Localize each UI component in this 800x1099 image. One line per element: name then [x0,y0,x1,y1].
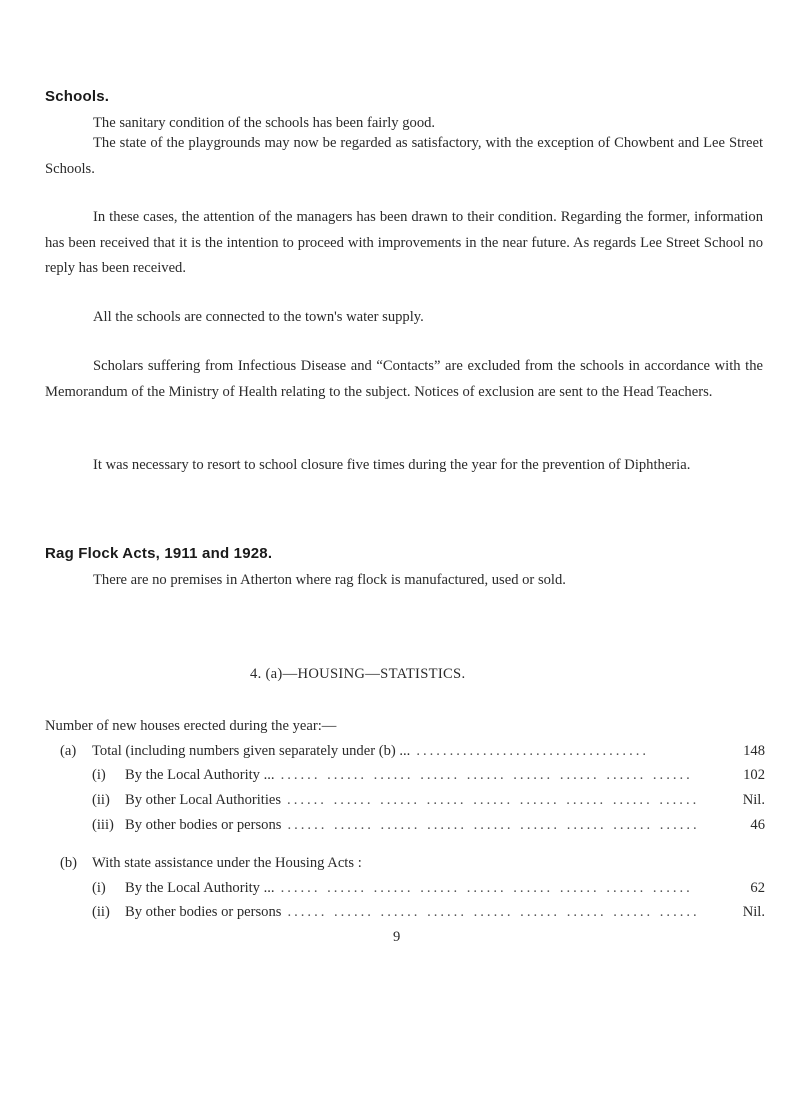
schools-paragraph-5: Scholars suffering from Infectious Disease and “Contacts” are excluded from the schools in accordance with the Memorandum of the Ministry of Health relating to the subject. Notices of exclusion are sent to the Head Teachers. [45,358,763,400]
schools-paragraph-1-text: The sanitary condition of the schools has been fairly good. [93,115,436,131]
row-text: By the Local Authority ... [125,880,275,896]
row-label: (i) [92,767,106,783]
row-value: 148 [743,743,765,759]
row-text: With state assistance under the Housing Acts : [92,855,362,871]
row-value: 46 [750,817,765,833]
row-text: By other Local Authorities [125,792,282,808]
row-text: Total (including numbers given separately under (b) ... [92,743,411,759]
housing-row-a-total [60,743,765,760]
row-text: By other bodies or persons [125,817,282,833]
row-value: 102 [743,767,765,783]
housing-row-b-ii [92,904,765,921]
dot-leader: ...... ...... ...... ...... ...... ...... ...... ...... ...... [287,904,700,920]
row-text: By other bodies or persons [125,904,282,920]
row-label: (a) [60,743,77,759]
row-label: (b) [60,855,78,871]
dot-leader: ...... ...... ...... ...... ...... ...... ...... ...... ...... [287,817,700,833]
row-value: 62 [750,880,765,896]
rag-flock-heading: Rag Flock Acts, 1911 and 1928. [45,545,273,562]
row-label: (iii) [92,817,114,833]
housing-section-title: 4. (a)—HOUSING—STATISTICS. [250,666,466,682]
page-number: 9 [393,929,401,945]
schools-paragraph-2: The state of the playgrounds may now be regarded as satisfactory, with the exception of Chowbent and Lee Street Schools. [45,135,763,177]
row-value: Nil. [742,904,765,920]
housing-row-b-i [92,880,765,897]
schools-paragraph-1 [45,115,763,132]
row-text: By the Local Authority ... [125,767,275,783]
rag-flock-paragraph: There are no premises in Atherton where rag flock is manufactured, used or sold. [93,572,566,588]
schools-heading: Schools. [45,88,110,105]
housing-row-a-i [92,767,765,784]
schools-paragraph-3: In these cases, the attention of the managers has been drawn to their condition. Regarding the former, information has been received that it is the intention to proceed with improvements in the near future. As regards Lee Street School no reply has been received. [45,209,763,277]
row-label: (ii) [92,792,110,808]
dot-leader: ...... ...... ...... ...... ...... ...... ...... ...... ...... [287,792,700,808]
row-label: (ii) [92,904,110,920]
schools-paragraph-6: It was necessary to resort to school closure five times during the year for the prevention of Diphtheria. [93,457,691,473]
housing-row-a-ii [92,792,765,809]
schools-paragraph-4: All the schools are connected to the town's water supply. [93,309,424,325]
housing-row-b-heading [60,855,765,872]
housing-row-a-iii [92,817,765,834]
row-value: Nil. [742,792,765,808]
dot-leader: ................................... [416,743,650,759]
dot-leader: ...... ...... ...... ...... ...... ...... ...... ...... ...... [280,767,693,783]
row-label: (i) [92,880,106,896]
housing-intro: Number of new houses erected during the year:— [45,718,337,734]
dot-leader: ...... ...... ...... ...... ...... ...... ...... ...... ...... [280,880,693,896]
